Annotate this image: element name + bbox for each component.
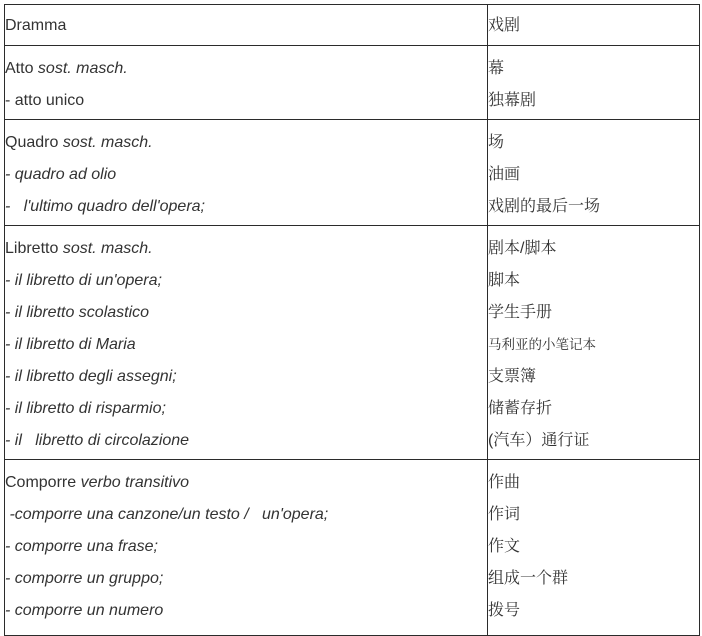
italian-cell xyxy=(5,120,488,226)
header-italian: Dramma xyxy=(5,17,67,34)
example-italian xyxy=(5,425,487,457)
chinese-cell xyxy=(488,460,700,636)
example-italian-text: - quadro ad olio xyxy=(5,166,117,183)
part-of-speech: sost. masch. xyxy=(33,60,128,77)
term-line xyxy=(5,53,487,85)
example-italian-text: - comporre una frase; xyxy=(5,538,158,555)
example-chinese: 学生手册 xyxy=(488,304,553,321)
section-row-comporre xyxy=(5,460,700,636)
chinese-cell xyxy=(488,226,700,460)
header-italian-cell xyxy=(5,5,488,46)
term-line xyxy=(5,467,487,499)
example-chinese: 戏剧的最后一场 xyxy=(488,198,601,215)
example-italian-text: - il libretto di risparmio; xyxy=(5,400,166,417)
term-chinese: 幕 xyxy=(488,60,505,77)
example-italian xyxy=(5,191,487,223)
term-line xyxy=(5,127,487,159)
term-line xyxy=(5,233,487,265)
example-italian-text: - il libretto di un'opera; xyxy=(5,272,162,289)
example-chinese: 独幕剧 xyxy=(488,92,537,109)
example-italian-text: - comporre un gruppo; xyxy=(5,570,164,587)
italian-cell xyxy=(5,226,488,460)
example-italian xyxy=(5,563,487,595)
term-chinese: 剧本/脚本 xyxy=(488,240,557,257)
example-italian xyxy=(5,595,487,627)
example-chinese: 储蓄存折 xyxy=(488,400,553,417)
example-italian-text: - l'ultimo quadro dell'opera; xyxy=(5,198,205,215)
part-of-speech: sost. masch. xyxy=(58,134,153,151)
chinese-cell xyxy=(488,120,700,226)
header-chinese-cell xyxy=(488,5,700,46)
example-italian xyxy=(5,361,487,393)
section-row-atto xyxy=(5,46,700,120)
chinese-cell xyxy=(488,46,700,120)
example-chinese: 支票簿 xyxy=(488,368,537,385)
term: Comporre xyxy=(5,474,77,491)
example-chinese: 脚本 xyxy=(488,272,521,289)
example-chinese: 组成一个群 xyxy=(488,570,569,587)
example-italian xyxy=(5,329,487,361)
section-row-quadro xyxy=(5,120,700,226)
example-italian xyxy=(5,297,487,329)
part-of-speech: verbo transitivo xyxy=(76,474,190,491)
term: Quadro xyxy=(5,134,59,151)
example-italian xyxy=(5,159,487,191)
term-chinese: 作曲 xyxy=(488,474,521,491)
header-chinese: 戏剧 xyxy=(488,17,521,34)
example-italian-text: - il libretto di Maria xyxy=(5,336,136,353)
example-italian xyxy=(5,393,487,425)
italian-cell xyxy=(5,460,488,636)
example-italian-text: - comporre un numero xyxy=(5,602,164,619)
term: Libretto xyxy=(5,240,59,257)
example-chinese: 作文 xyxy=(488,538,521,555)
part-of-speech: sost. masch. xyxy=(58,240,153,257)
example-italian-text: - il libretto scolastico xyxy=(5,304,150,321)
term-chinese: 场 xyxy=(488,134,505,151)
vocabulary-table xyxy=(4,4,700,636)
example-italian-text: -comporre una canzone/un testo / un'opera; xyxy=(5,506,329,523)
example-chinese: 拨号 xyxy=(488,602,521,619)
example-italian xyxy=(5,499,487,531)
example-italian-text: - il libretto di circolazione xyxy=(5,432,190,449)
example-chinese: 油画 xyxy=(488,166,521,183)
italian-cell xyxy=(5,46,488,120)
term: Atto xyxy=(5,60,34,77)
header-row xyxy=(5,5,700,46)
section-row-libretto xyxy=(5,226,700,460)
example-italian xyxy=(5,265,487,297)
example-chinese: (汽车）通行证 xyxy=(488,432,590,449)
example-italian xyxy=(5,531,487,563)
example-italian: - atto unico xyxy=(5,92,85,109)
example-italian-text: - il libretto degli assegni; xyxy=(5,368,177,385)
example-chinese: 作词 xyxy=(488,506,521,523)
example-chinese: 马利亚的小笔记本 xyxy=(488,337,596,352)
